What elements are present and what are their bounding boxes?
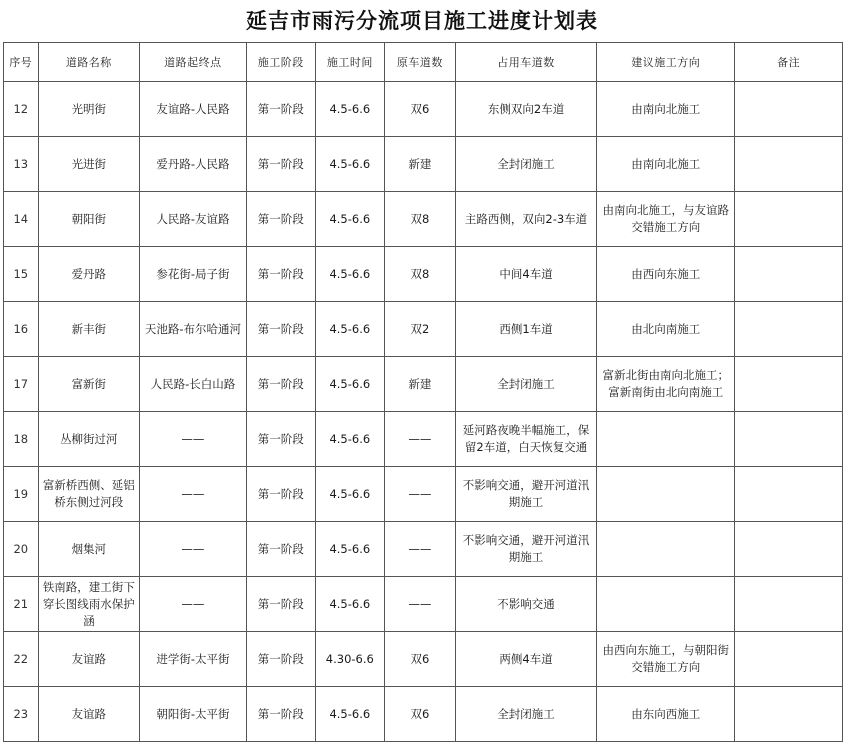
cell-road-name[interactable]: 丛柳街过河 [38,412,140,467]
cell-original-lanes[interactable]: —— [384,467,455,522]
cell-seq[interactable]: 19 [4,467,39,522]
cell-note[interactable] [735,522,843,577]
cell-time[interactable]: 4.30-6.6 [315,632,384,687]
cell-original-lanes[interactable]: —— [384,522,455,577]
cell-direction[interactable]: 由南向北施工，与友谊路交错施工方向 [597,192,735,247]
header-road-range[interactable]: 道路起终点 [140,43,247,82]
table-row [4,192,843,247]
cell-occupied-lanes[interactable]: 东侧双向2车道 [455,82,596,137]
cell-original-lanes[interactable]: 双8 [384,247,455,302]
cell-road-name[interactable]: 光明街 [38,82,140,137]
cell-direction[interactable] [597,467,735,522]
table-row [4,632,843,687]
cell-original-lanes[interactable]: 新建 [384,357,455,412]
cell-road-name[interactable]: 爱丹路 [38,247,140,302]
cell-stage[interactable]: 第一阶段 [246,82,315,137]
table-row [4,522,843,577]
cell-time[interactable]: 4.5-6.6 [315,577,384,632]
cell-road-range[interactable]: 友谊路-人民路 [140,82,247,137]
table-row [4,687,843,742]
cell-road-range[interactable]: 进学街-太平街 [140,632,247,687]
cell-occupied-lanes[interactable]: 两侧4车道 [455,632,596,687]
cell-occupied-lanes[interactable]: 全封闭施工 [455,137,596,192]
cell-occupied-lanes[interactable]: 不影响交通，避开河道汛期施工 [455,467,596,522]
table-row [4,247,843,302]
cell-direction[interactable]: 由西向东施工，与朝阳街交错施工方向 [597,632,735,687]
cell-road-range[interactable]: —— [140,412,247,467]
cell-road-range[interactable]: —— [140,522,247,577]
cell-note[interactable] [735,357,843,412]
cell-stage[interactable]: 第一阶段 [246,192,315,247]
cell-stage[interactable]: 第一阶段 [246,412,315,467]
table-row [4,137,843,192]
cell-stage[interactable]: 第一阶段 [246,467,315,522]
table-row [4,302,843,357]
cell-original-lanes[interactable]: 双6 [384,687,455,742]
cell-occupied-lanes[interactable]: 全封闭施工 [455,357,596,412]
cell-time[interactable]: 4.5-6.6 [315,687,384,742]
cell-time[interactable]: 4.5-6.6 [315,412,384,467]
cell-road-name[interactable]: 富新桥西侧、延铝桥东侧过河段 [38,467,140,522]
cell-stage[interactable]: 第一阶段 [246,137,315,192]
cell-occupied-lanes[interactable]: 中间4车道 [455,247,596,302]
cell-occupied-lanes[interactable]: 不影响交通，避开河道汛期施工 [455,522,596,577]
cell-seq[interactable]: 12 [4,82,39,137]
cell-original-lanes[interactable]: —— [384,412,455,467]
cell-note[interactable] [735,192,843,247]
cell-time[interactable]: 4.5-6.6 [315,137,384,192]
cell-seq[interactable]: 21 [4,577,39,632]
cell-stage[interactable]: 第一阶段 [246,357,315,412]
cell-road-name[interactable]: 光进街 [38,137,140,192]
cell-time[interactable]: 4.5-6.6 [315,522,384,577]
table-row [4,82,843,137]
table-row [4,467,843,522]
cell-road-range[interactable]: —— [140,467,247,522]
cell-direction[interactable] [597,522,735,577]
cell-road-name[interactable]: 烟集河 [38,522,140,577]
cell-road-range[interactable]: 参花街-局子街 [140,247,247,302]
header-original-lanes[interactable]: 原车道数 [384,43,455,82]
cell-occupied-lanes[interactable]: 西侧1车道 [455,302,596,357]
table-row [4,577,843,632]
cell-note[interactable] [735,577,843,632]
cell-stage[interactable]: 第一阶段 [246,577,315,632]
cell-occupied-lanes[interactable]: 不影响交通 [455,577,596,632]
header-direction[interactable]: 建议施工方向 [597,43,735,82]
cell-stage[interactable]: 第一阶段 [246,687,315,742]
cell-road-name[interactable]: 铁南路，建工街下穿长图线雨水保护涵 [38,577,140,632]
cell-direction[interactable]: 富新北街由南向北施工；富新南街由北向南施工 [597,357,735,412]
page-title: 延吉市雨污分流项目施工进度计划表 [246,8,598,33]
cell-note[interactable] [735,412,843,467]
header-stage[interactable]: 施工阶段 [246,43,315,82]
cell-note[interactable] [735,467,843,522]
cell-stage[interactable]: 第一阶段 [246,302,315,357]
cell-road-name[interactable]: 朝阳街 [38,192,140,247]
cell-seq[interactable]: 18 [4,412,39,467]
table-row [4,412,843,467]
cell-direction[interactable]: 由北向南施工 [597,302,735,357]
cell-time[interactable]: 4.5-6.6 [315,302,384,357]
schedule-table [3,42,843,742]
cell-seq[interactable]: 15 [4,247,39,302]
cell-time[interactable]: 4.5-6.6 [315,82,384,137]
cell-original-lanes[interactable]: —— [384,577,455,632]
cell-road-range[interactable]: —— [140,577,247,632]
cell-seq[interactable]: 22 [4,632,39,687]
cell-seq[interactable]: 17 [4,357,39,412]
cell-stage[interactable]: 第一阶段 [246,522,315,577]
cell-seq[interactable]: 14 [4,192,39,247]
cell-stage[interactable]: 第一阶段 [246,247,315,302]
cell-note[interactable] [735,632,843,687]
cell-direction[interactable]: 由南向北施工 [597,137,735,192]
cell-original-lanes[interactable]: 双6 [384,632,455,687]
cell-road-name[interactable]: 友谊路 [38,687,140,742]
cell-direction[interactable]: 由南向北施工 [597,82,735,137]
cell-original-lanes[interactable]: 双2 [384,302,455,357]
cell-direction[interactable]: 由东向西施工 [597,687,735,742]
cell-direction[interactable] [597,577,735,632]
cell-road-name[interactable]: 新丰街 [38,302,140,357]
cell-road-range[interactable]: 天池路-布尔哈通河 [140,302,247,357]
cell-time[interactable]: 4.5-6.6 [315,247,384,302]
cell-road-range[interactable]: 朝阳街-太平街 [140,687,247,742]
cell-time[interactable]: 4.5-6.6 [315,192,384,247]
cell-original-lanes[interactable]: 双8 [384,192,455,247]
cell-direction[interactable]: 由西向东施工 [597,247,735,302]
cell-original-lanes[interactable]: 新建 [384,137,455,192]
cell-seq[interactable]: 16 [4,302,39,357]
cell-note[interactable] [735,302,843,357]
header-road-name[interactable]: 道路名称 [38,43,140,82]
cell-road-range[interactable]: 人民路-长白山路 [140,357,247,412]
cell-road-range[interactable]: 爱丹路-人民路 [140,137,247,192]
cell-note[interactable] [735,82,843,137]
cell-seq[interactable]: 13 [4,137,39,192]
cell-road-name[interactable]: 友谊路 [38,632,140,687]
cell-time[interactable]: 4.5-6.6 [315,357,384,412]
header-note[interactable]: 备注 [735,43,843,82]
cell-note[interactable] [735,687,843,742]
cell-note[interactable] [735,137,843,192]
cell-original-lanes[interactable]: 双6 [384,82,455,137]
cell-note[interactable] [735,247,843,302]
cell-seq[interactable]: 23 [4,687,39,742]
cell-occupied-lanes[interactable]: 延河路夜晚半幅施工，保留2车道，白天恢复交通 [455,412,596,467]
header-seq[interactable]: 序号 [4,43,39,82]
cell-occupied-lanes[interactable]: 主路西侧，双向2-3车道 [455,192,596,247]
table-row [4,357,843,412]
cell-occupied-lanes[interactable]: 全封闭施工 [455,687,596,742]
cell-seq[interactable]: 20 [4,522,39,577]
cell-road-range[interactable]: 人民路-友谊路 [140,192,247,247]
cell-road-name[interactable]: 富新街 [38,357,140,412]
header-occupied-lanes[interactable]: 占用车道数 [455,43,596,82]
header-row [4,43,843,82]
header-time[interactable]: 施工时间 [315,43,384,82]
cell-stage[interactable]: 第一阶段 [246,632,315,687]
cell-direction[interactable] [597,412,735,467]
cell-time[interactable]: 4.5-6.6 [315,467,384,522]
